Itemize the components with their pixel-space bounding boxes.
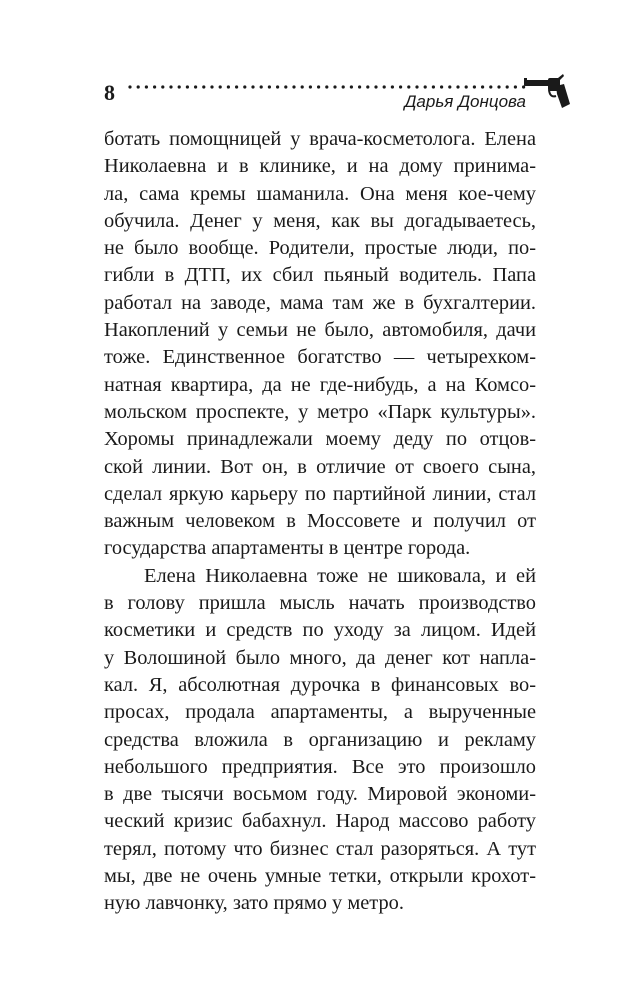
text-line: ской линии. Вот он, в отличие от своего сына, [104,455,536,478]
text-line: сделал яркую карьеру по партийной линии, стал [104,482,536,505]
text-line: государства апартаменты в центре города. [104,537,471,560]
paragraph [104,563,536,918]
text-line: косметики и средств по уходу за лицом. Идей [104,619,536,642]
text-line: натная квартира, да не где-нибудь, а на Комсо- [104,373,536,396]
text-line: у Волошиной было много, да денег кот напла- [104,646,536,669]
text-line: Накоплений у семьи не было, автомобиля, дачи [104,319,536,342]
text-line: в голову пришла мысль начать производство [104,592,536,615]
text-line: ботать помощницей у врача-косметолога. Елена [104,128,536,150]
running-head-author: Дарья Донцова [404,92,526,111]
text-line: терял, потому что бизнес стал разоряться. А тут [104,837,536,860]
text-line: ла, сама кремы шаманила. Она меня кое-чему [104,182,536,205]
text-line: тоже. Единственное богатство — четырехком- [104,346,536,369]
text-line: не было вообще. Родители, простые люди, по- [104,237,536,260]
text-line: мы, две не очень умные тетки, открыли крохот- [104,865,536,888]
text-line: Елена Николаевна тоже не шиковала, и ей [144,564,536,587]
page-number: 8 [104,80,115,105]
text-line: работал на заводе, мама там же в бухгалтерии. [104,291,536,314]
page-header [0,0,640,120]
dotted-leader [128,84,528,90]
text-line: важным человеком в Моссовете и получил от [104,510,536,533]
text-line: гибли в ДТП, их сбил пьяный водитель. Папа [104,264,536,287]
paragraph [104,126,536,563]
text-line: в две тысячи восьмом году. Мировой экономи- [104,783,536,806]
text-line: Хоромы принадлежали моему деду по отцов- [104,428,536,451]
text-line: кал. Я, абсолютная дурочка в финансовых во- [104,673,536,696]
text-line: мольском проспекте, у метро «Парк культуры». [104,400,536,423]
text-line: средства вложила в организацию и рекламу [104,728,536,751]
text-line: небольшого предприятия. Все это произошло [104,755,536,778]
revolver-icon [522,74,572,110]
text-line: Николаевна и в клинике, и на дому принима- [104,155,536,178]
text-line: обучила. Денег у меня, как вы догадываетесь, [104,209,536,232]
text-line: ную лавчонку, зато прямо у метро. [104,892,404,915]
text-line: просах, продала апартаменты, а вырученные [104,701,536,724]
body-text [104,126,536,918]
text-line: ческий кризис бабахнул. Народ массово работу [104,810,536,833]
